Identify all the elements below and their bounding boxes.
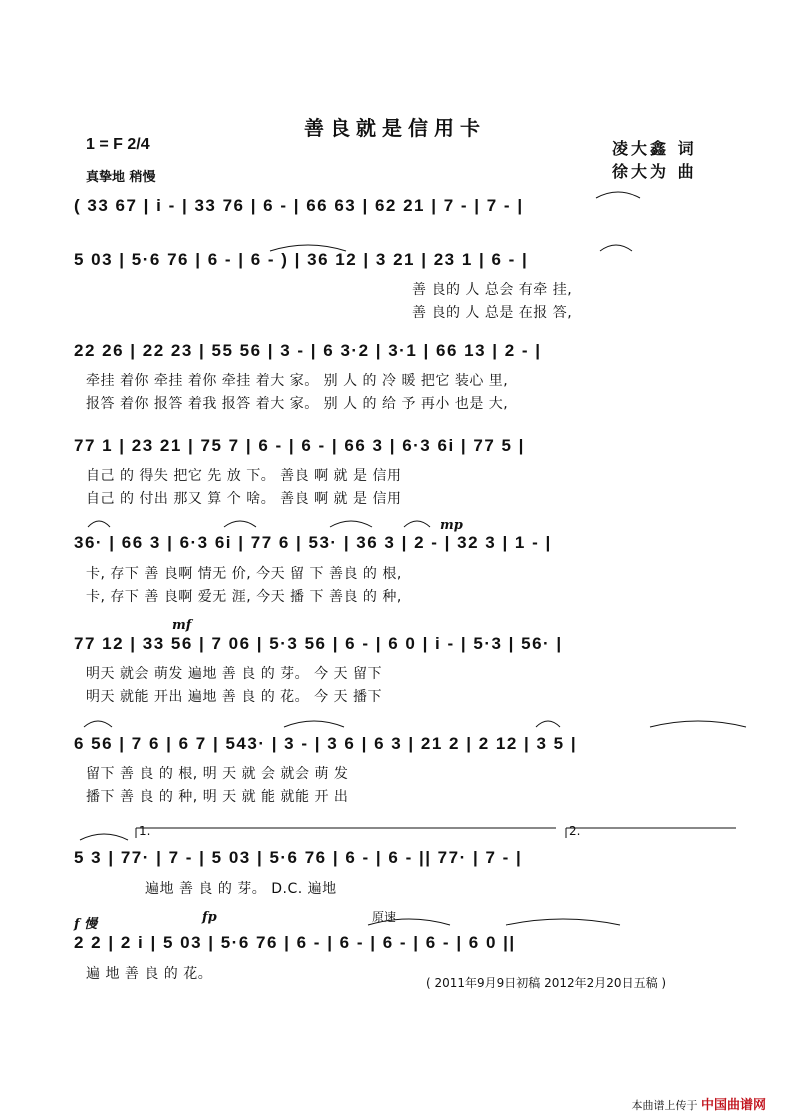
- notation-row-5: 36· | 66 3 | 6·3 6i | 77 6 | 53· | 36 3 | 2 - | 32 3 | 1 - |: [74, 533, 552, 552]
- footer: [631, 1094, 766, 1113]
- page-title: 善良就是信用卡: [304, 116, 486, 140]
- lyrics-row-5-verse-1: 卡, 存下 善 良啊 情无 价, 今天 留 下 善良 的 根,: [86, 566, 402, 582]
- lyrics-row-2-verse-1: 善 良的 人 总会 有牵 挂,: [412, 282, 573, 298]
- lyrics-row-6-verse-1: 明天 就会 萌发 遍地 善 良 的 芽。 今 天 留下: [86, 666, 383, 682]
- lyrics-row-3-verse-2: 报答 着你 报答 着我 报答 着大 家。 别 人 的 给 予 再小 也是 大,: [86, 396, 509, 412]
- notation-row-1: ( 33 67 | i - | 33 76 | 6 - | 66 63 | 62 21 | 7 - | 7 - |: [74, 196, 524, 215]
- notation-row-6: 77 12 | 33 56 | 7 06 | 5·3 56 | 6 - | 6 0 | i - | 5·3 | 56· |: [74, 634, 563, 653]
- dynamic-f-slow: f 慢: [74, 917, 98, 932]
- date-note: ( 2011年9月9日初稿 2012年2月20日五稿 ): [426, 976, 667, 990]
- lyrics-row-2-verse-2: 善 良的 人 总是 在报 答,: [412, 305, 573, 321]
- lyricist-credit: 凌大鑫 词: [612, 139, 697, 158]
- expression-marking: 真挚地 稍慢: [86, 170, 156, 185]
- site-logo: 中国曲谱网: [700, 1098, 766, 1113]
- notation-row-9: 2 2 | 2 i | 5 03 | 5·6 76 | 6 - | 6 - | 6 - | 6 - | 6 0 ||: [74, 933, 516, 952]
- tie-slur: [330, 521, 372, 527]
- tie-slur: [404, 521, 430, 527]
- lyrics-row-4-verse-1: 自己 的 得失 把它 先 放 下。 善良 啊 就 是 信用: [86, 468, 402, 484]
- dynamic-mf: mf: [172, 618, 192, 633]
- dynamic-fp: fp: [202, 910, 217, 925]
- tie-slur: [600, 245, 632, 251]
- notation-row-4: 77 1 | 23 21 | 75 7 | 6 - | 6 - | 66 3 | 6·3 6i | 77 5 |: [74, 436, 525, 455]
- notation-row-3: 22 26 | 22 23 | 55 56 | 3 - | 6 3·2 | 3·1 | 66 13 | 2 - |: [74, 341, 542, 360]
- dynamic-mp: mp: [440, 518, 463, 533]
- tempo-primo: 原速: [372, 910, 397, 924]
- volta-1-label: 1.: [139, 824, 151, 838]
- lyrics-row-5-verse-2: 卡, 存下 善 良啊 爱无 涯, 今天 播 下 善良 的 种,: [86, 589, 402, 605]
- lyrics-row-9: 遍 地 善 良 的 花。: [86, 966, 213, 982]
- tie-slur: [224, 521, 256, 527]
- lyrics-row-8: 遍地 善 良 的 芽。 D.C. 遍地: [145, 881, 337, 897]
- notation-row-7: 6 56 | 7 6 | 6 7 | 543· | 3 - | 3 6 | 6 3 | 21 2 | 2 12 | 3 5 |: [74, 734, 578, 753]
- tie-slur: [88, 521, 110, 527]
- notation-row-2: 5 03 | 5·6 76 | 6 - | 6 - ) | 36 12 | 3 21 | 23 1 | 6 - |: [74, 250, 529, 269]
- lyrics-row-4-verse-2: 自己 的 付出 那又 算 个 啥。 善良 啊 就 是 信用: [86, 491, 402, 507]
- tie-slur: [506, 919, 620, 925]
- volta-2-label: 2.: [569, 824, 581, 838]
- composer-credit: 徐大为 曲: [612, 162, 697, 181]
- tie-slur: [284, 721, 344, 727]
- tie-slur: [596, 192, 640, 198]
- notation-row-8: 5 3 | 77· | 7 - | 5 03 | 5·6 76 | 6 - | 6 - || 77· | 7 - |: [74, 848, 523, 867]
- lyrics-row-7-verse-2: 播下 善 良 的 种, 明 天 就 能 就能 开 出: [86, 789, 349, 805]
- lyrics-row-3-verse-1: 牵挂 着你 牵挂 着你 牵挂 着大 家。 别 人 的 冷 暖 把它 装心 里,: [86, 373, 509, 389]
- lyrics-row-7-verse-1: 留下 善 良 的 根, 明 天 就 会 就会 萌 发: [86, 766, 349, 782]
- lyrics-row-6-verse-2: 明天 就能 开出 遍地 善 良 的 花。 今 天 播下: [86, 689, 383, 705]
- tie-slur: [536, 721, 560, 727]
- key-signature: 1 = F 2/4: [86, 136, 150, 153]
- tie-slur: [650, 721, 746, 727]
- upload-text: 本曲谱上传于: [631, 1099, 698, 1112]
- tie-slur: [80, 834, 128, 840]
- tie-slur: [84, 721, 112, 727]
